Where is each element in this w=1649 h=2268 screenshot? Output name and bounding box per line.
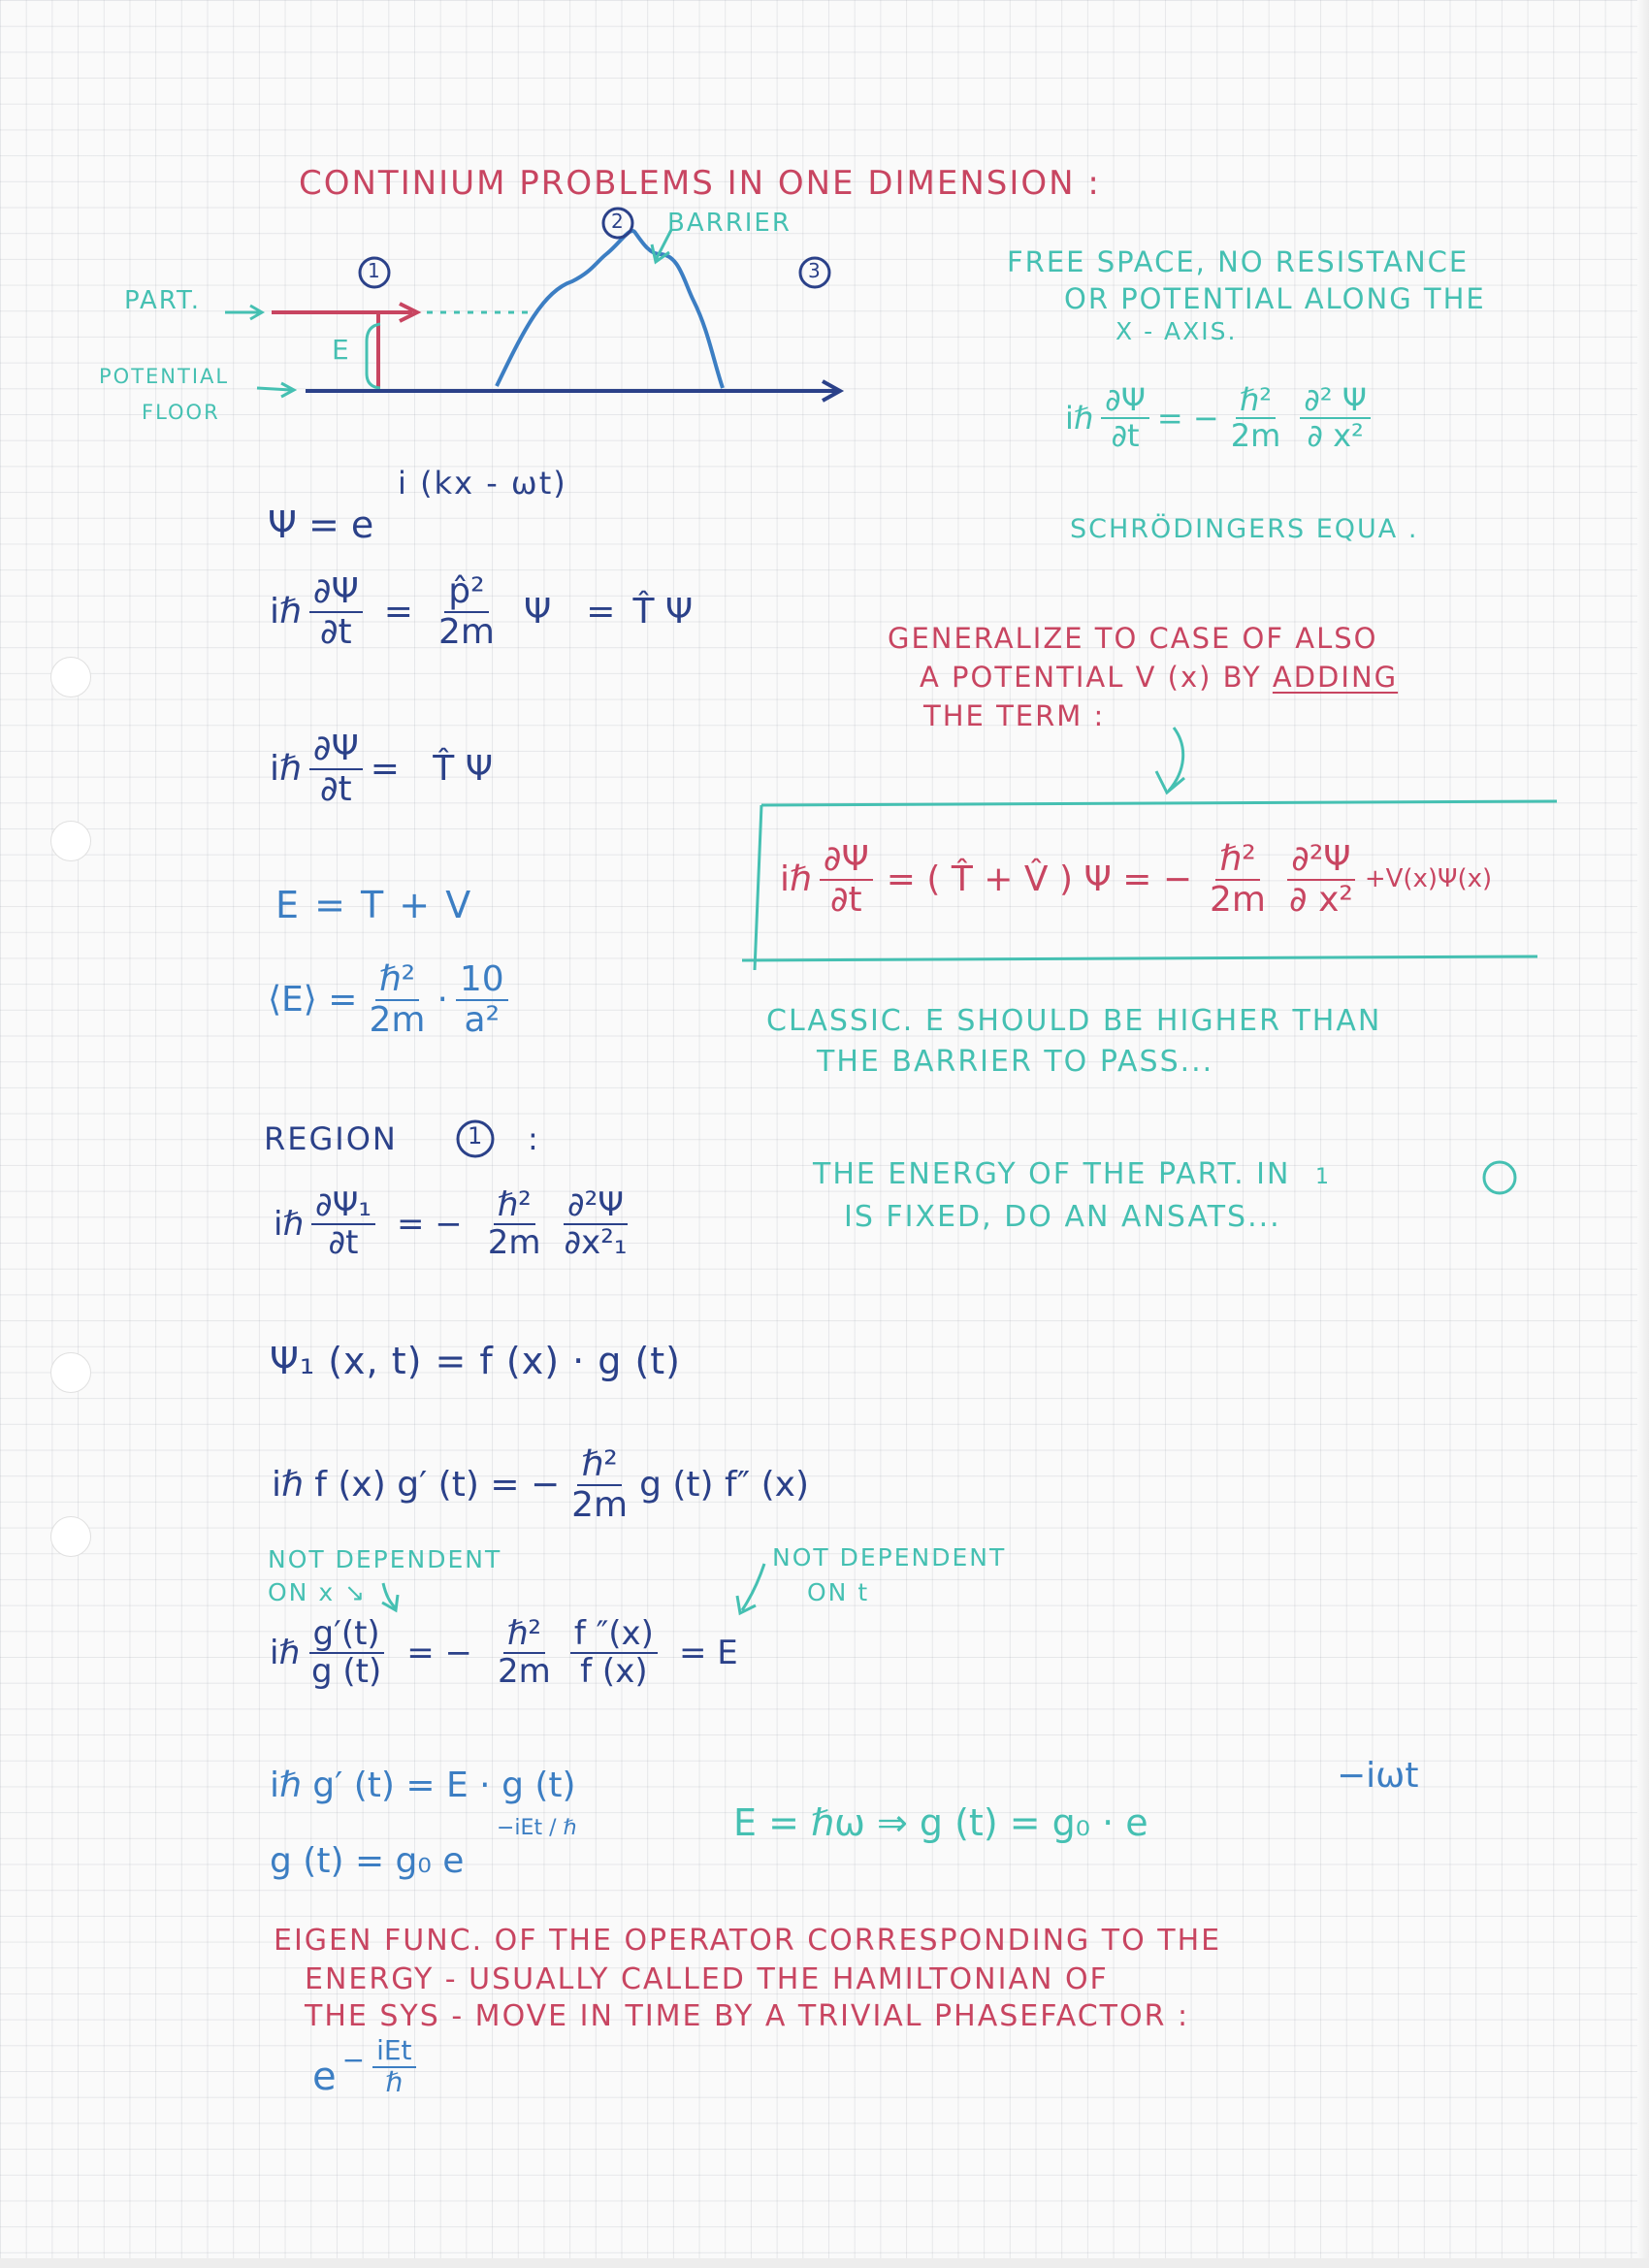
eq-num: 10 (456, 960, 508, 1001)
eq-fraction (561, 1187, 631, 1262)
free-schrodinger-equation (1065, 383, 1378, 453)
eq-num: p̂² (444, 572, 488, 613)
omega-relation: E = ℏω ⇒ g (t) = g₀ · e (733, 1801, 1148, 1844)
ansatz-line-1 (813, 1158, 1331, 1192)
eq-sign: = − (406, 1633, 473, 1672)
eq-fraction (484, 1187, 545, 1262)
eq-num: f ″(x) (570, 1616, 658, 1654)
eq-lhs: ⟨E⟩ = (268, 979, 358, 1020)
time-solution: g (t) = g₀ e (270, 1841, 465, 1881)
free-space-line-2: OR POTENTIAL ALONG THE (1064, 282, 1486, 315)
page-title: CONTINIUM PROBLEMS IN ONE DIMENSION : (299, 164, 1101, 203)
generalize-line-3: THE TERM : (923, 699, 1106, 732)
ansatz-line-2: IS FIXED, DO AN ANSATS... (844, 1200, 1281, 1234)
eq-fraction (1227, 383, 1285, 453)
schrodinger-caption: SCHRÖDINGERS EQUA . (1070, 514, 1419, 544)
eq-potential-term: +V(x)Ψ(x) (1364, 863, 1493, 893)
barrier-label: BARRIER (667, 209, 792, 238)
eq-den: ∂ x² (1307, 417, 1364, 455)
barrier-curve (497, 231, 723, 388)
eq-num: ∂²Ψ (564, 1187, 628, 1225)
eq-fraction (311, 1187, 375, 1262)
eq-den: ∂ x² (1289, 879, 1353, 920)
eq-num: ℏ² (503, 1616, 545, 1654)
eq-sign: = (586, 591, 616, 632)
omega-exponent: −iωt (1337, 1756, 1419, 1796)
generalize-line-2 (920, 662, 1398, 694)
eq-den: g (t) (311, 1652, 382, 1692)
eq-num: ℏ² (375, 960, 419, 1001)
short-equation (270, 729, 493, 808)
eq-den: ∂t (1111, 417, 1140, 455)
not-dependent-x-line-2: ON x ↘ (268, 1578, 368, 1606)
floor-label: FLOOR (142, 401, 220, 424)
eq-den: ∂t (829, 879, 862, 920)
phase-fraction (372, 2036, 415, 2098)
eq-fraction (1300, 383, 1371, 453)
eq-fraction (820, 840, 873, 919)
eq-fraction (570, 1616, 658, 1691)
phase-base: e (312, 2055, 337, 2099)
not-dependent-t-line-2: ON t (807, 1578, 870, 1606)
time-solution-exponent: −iEt / ℏ (497, 1816, 577, 1840)
eq-num: ∂Ψ₁ (311, 1187, 375, 1225)
generalize-line-1: GENERALIZE TO CASE OF ALSO (888, 622, 1378, 655)
generalize-adding: ADDING (1272, 661, 1399, 694)
free-space-line-3: X - AXIS. (1116, 317, 1238, 345)
psi-definition: Ψ = e (268, 503, 374, 546)
eq-den: a² (464, 999, 501, 1040)
ansatz-region-number: 1 (1315, 1165, 1331, 1189)
eq-num: ∂Ψ (1101, 383, 1149, 419)
potential-label: POTENTIAL (99, 365, 230, 388)
eq-fraction (309, 572, 363, 651)
time-equation: iℏ g′ (t) = E · g (t) (270, 1766, 576, 1805)
eq-lhs: iℏ (270, 748, 302, 789)
equation-box-bottom (742, 956, 1537, 960)
energy-sum: E = T + V (275, 884, 473, 926)
eq-den: f (x) (580, 1652, 648, 1692)
eq-den: ∂x²₁ (564, 1223, 628, 1263)
eq-dot: · (436, 979, 448, 1020)
eq-num: ∂Ψ (309, 572, 363, 613)
conclusion-line-1: EIGEN FUNC. OF THE OPERATOR CORRESPONDING TO THE (274, 1924, 1222, 1958)
generalize-text: A POTENTIAL V (x) BY (920, 661, 1273, 694)
eq-den: ∂t (319, 768, 352, 809)
phase-den: ℏ (385, 2066, 404, 2098)
classic-line-2: THE BARRIER TO PASS... (817, 1045, 1214, 1079)
region-3-number: 3 (808, 259, 821, 282)
eq-lhs: iℏ (780, 859, 812, 899)
eq-den: 2m (1230, 417, 1281, 455)
eq-den: ∂t (319, 611, 352, 652)
separation-ansatz: Ψ₁ (x, t) = f (x) · g (t) (270, 1340, 681, 1382)
conclusion-line-3: THE SYS - MOVE IN TIME BY A TRIVIAL PHASEFACTOR : (305, 1999, 1190, 2033)
eq-den: 2m (571, 1484, 629, 1525)
eq-den: 2m (437, 611, 495, 652)
eq-den: 2m (1210, 879, 1267, 920)
eq-den: 2m (498, 1652, 551, 1692)
eq-lhs: iℏ (1065, 399, 1094, 437)
eq-fraction (1285, 840, 1357, 919)
phase-num: iEt (372, 2036, 415, 2068)
region-label: REGION (264, 1120, 398, 1157)
ansatz-text: THE ENERGY OF THE PART. IN (813, 1157, 1302, 1191)
kinetic-equation (270, 572, 693, 651)
not-dependent-x-line-1: NOT DEPENDENT (268, 1545, 502, 1573)
eq-rhs: g (t) f″ (x) (639, 1464, 809, 1505)
phase-sign: − (341, 2043, 366, 2076)
eq-num: ∂² Ψ (1300, 383, 1371, 419)
eq-fraction (494, 1616, 555, 1691)
particle-label: PART. (124, 286, 202, 315)
eq-rhs: = T̂ Ψ (370, 748, 494, 789)
region-2-number: 2 (611, 210, 624, 233)
eq-sign: = − (1156, 399, 1219, 437)
ansatz-region-circle (1484, 1162, 1515, 1193)
general-schrodinger-equation (780, 840, 1492, 919)
region-label-number: 1 (468, 1122, 483, 1150)
dependency-arrow-right (742, 1564, 764, 1610)
eq-num: ℏ² (1215, 840, 1259, 881)
eq-num: ℏ² (494, 1187, 535, 1225)
eq-num: ∂²Ψ (1287, 840, 1354, 881)
floor-pointer (257, 388, 291, 390)
eq-fraction (307, 1616, 385, 1691)
eq-fraction (435, 572, 499, 651)
energy-expectation (268, 960, 516, 1039)
eq-fraction (1206, 840, 1270, 919)
eq-rhs: T̂ Ψ (632, 591, 694, 632)
equation-box-top (761, 801, 1557, 805)
not-dependent-t-line-1: NOT DEPENDENT (772, 1543, 1007, 1571)
eq-fraction (456, 960, 508, 1039)
eq-lhs: iℏ (274, 1204, 304, 1244)
free-space-line-1: FREE SPACE, NO RESISTANCE (1007, 245, 1470, 278)
energy-label: E (332, 334, 349, 366)
region-label-colon: : (528, 1120, 538, 1157)
conclusion-line-2: ENERGY - USUALLY CALLED THE HAMILTONIAN OF (305, 1962, 1109, 1996)
eq-den: 2m (487, 1223, 541, 1263)
eq-sign: = (383, 591, 413, 632)
equation-box-left (755, 805, 761, 970)
split-equation (270, 1616, 738, 1691)
phase-factor (312, 2034, 424, 2099)
separated-equation (272, 1445, 809, 1524)
eq-sign: = − (396, 1204, 463, 1244)
eq-lhs: iℏ (270, 591, 302, 632)
eq-psi: Ψ (523, 591, 552, 632)
eq-lhs: iℏ (270, 1633, 300, 1672)
eq-num: g′(t) (309, 1616, 384, 1654)
eq-fraction (567, 1445, 631, 1524)
eq-fraction (309, 729, 363, 808)
eq-den: ∂t (328, 1223, 359, 1263)
eq-num: ℏ² (577, 1445, 621, 1486)
eq-fraction (365, 960, 429, 1039)
eq-den: 2m (369, 999, 426, 1040)
eq-num: ∂Ψ (820, 840, 873, 881)
eq-lhs: iℏ f (x) g′ (t) = − (272, 1464, 561, 1505)
eq-num: ∂Ψ (309, 729, 363, 770)
classic-line-1: CLASSIC. E SHOULD BE HIGHER THAN (766, 1004, 1382, 1038)
eq-num: ℏ² (1236, 383, 1276, 419)
psi-exponent: i (kx - ωt) (398, 465, 567, 502)
eq-fraction (1101, 383, 1149, 453)
region1-equation (274, 1187, 639, 1262)
region-1-number: 1 (368, 259, 380, 282)
eq-rhs: = E (678, 1633, 738, 1672)
eq-operators: = ( T̂ + V̂ ) Ψ = − (886, 859, 1193, 899)
